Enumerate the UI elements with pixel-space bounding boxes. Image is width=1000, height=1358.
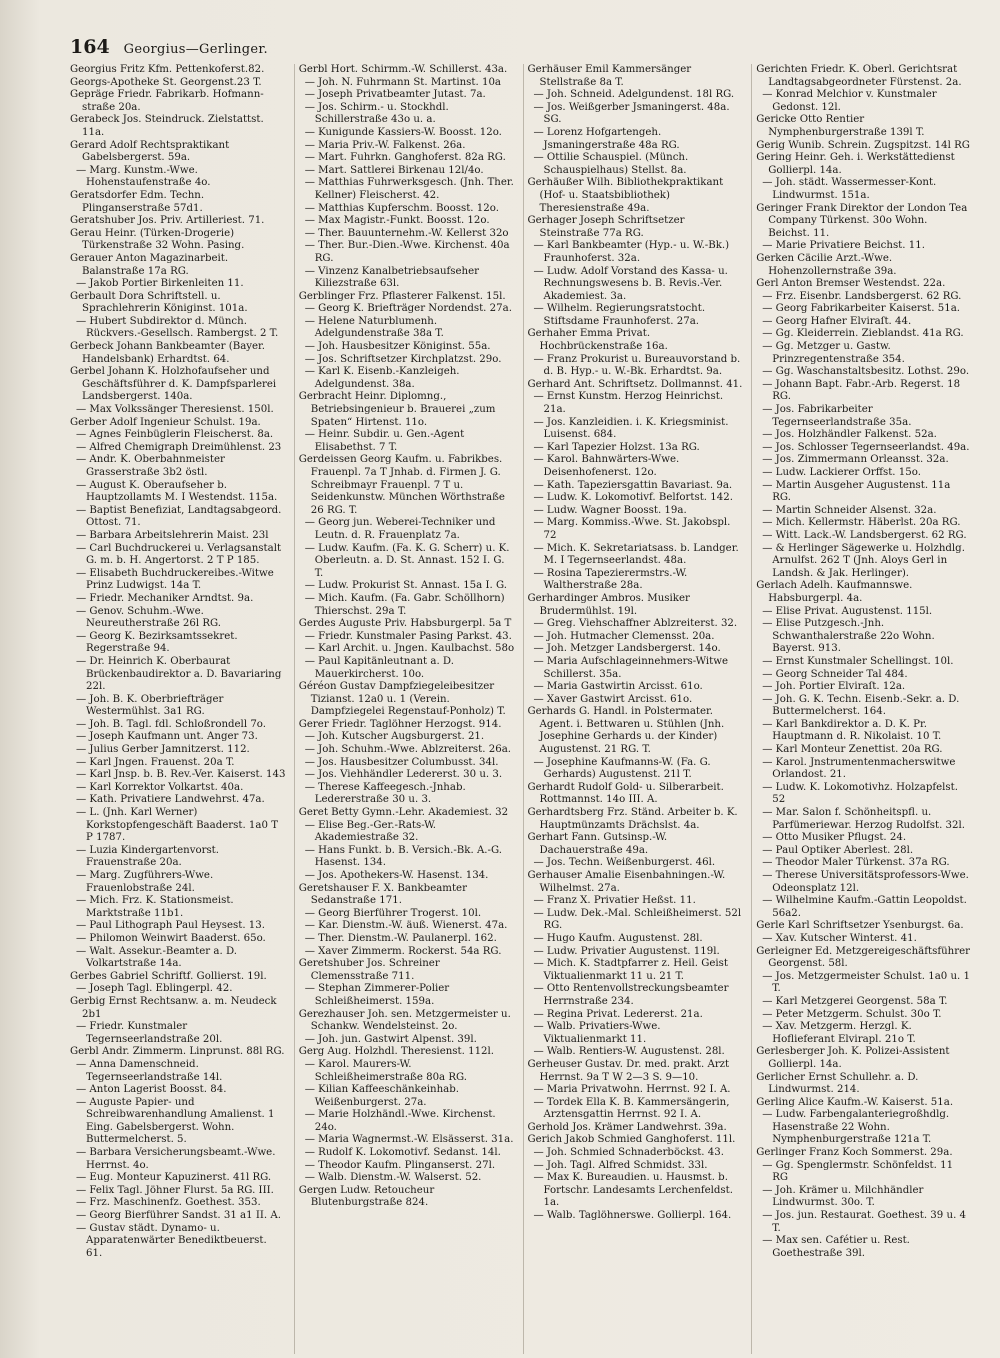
directory-entry: — Georg K. Bezirksamtssekret. Regerstraße 94. xyxy=(76,630,238,655)
directory-entry: Geratshuber Jos. Priv. Artilleriest. 71. xyxy=(70,215,265,227)
directory-entry: Gerdes Auguste Priv. Habsburgerpl. 5a T xyxy=(298,618,512,630)
directory-entry: — Heinr. Subdir. u. Gen.-Agent Elisabethst. 7 T. xyxy=(304,429,465,453)
directory-entry: — Joh. Schuhm.-Wwe. Ablzreiterst. 26a. xyxy=(304,744,512,756)
directory-entry: — Joseph Tagl. Eblingerpl. 42. xyxy=(76,983,233,995)
directory-entry: — Georg Bierführer Sandst. 31 a1 II. A. xyxy=(76,1210,281,1222)
directory-entry: — Barbara Versicherungsbeamt.-Wwe. Herrnst. 4o. xyxy=(76,1147,276,1171)
directory-entry: — Wilhelmine Kaufm.-Gattin Leopoldst. 56a2. xyxy=(762,895,967,919)
directory-entry: — Mar. Salon f. Schönheitspfl. u. Parfümeriewar. Herzog Rudolfst. 32l. xyxy=(762,807,966,831)
directory-entry: — Otto Rentenvollstreckungsbeamter Herrnstraße 234. xyxy=(533,983,729,1007)
directory-entry: Gerbes Gabriel Schriftf. Gollierst. 19l. xyxy=(70,970,267,982)
directory-entry: — Joh. Schneid. Adelgundenst. 18l RG. xyxy=(533,89,735,101)
directory-entry: — Karl Jngen. Frauenst. 20a T. xyxy=(76,756,235,768)
directory-entry: Gerhardinger Ambros. Musiker Brudermühlst. 19l. xyxy=(527,592,690,617)
directory-entry: — Karol. Bahnwärters-Wwe. Deisenhofenerst. 12o. xyxy=(533,454,680,478)
directory-entry: — Luzia Kindergartenvorst. Frauenstraße 20a. xyxy=(76,844,220,869)
directory-entry: — Ludw. Prokurist St. Annast. 15a I. G. xyxy=(304,580,507,592)
directory-entry: — Jos. Weißgerber Jsmaningerst. 48a. SG. xyxy=(533,101,730,126)
directory-entry: — Martin Ausgeher Augustenst. 11a RG. xyxy=(762,479,951,504)
column-1 xyxy=(70,64,286,1354)
directory-entry: — Therese Kaffeegesch.-Jnhab. Ledererstraße 30 u. 3. xyxy=(304,781,466,806)
directory-entry: — Gustav städt. Dynamo- u. Apparatenwärter Benediktbeuerst. 61. xyxy=(76,1222,267,1259)
directory-entry: — Joseph Kaufmann unt. Anger 73. xyxy=(76,731,258,743)
directory-entry: Gerlach Adelh. Kaufmannswe. Habsburgerpl. 4a. xyxy=(756,580,913,604)
directory-entry: — Tordek Ella K. B. Kammersängerin, Arztensgattin Herrnst. 92 I. A. xyxy=(533,1096,730,1121)
directory-entry: — Jos. Fabrikarbeiter Tegernseerlandstraße 35a. xyxy=(762,404,912,428)
directory-entry: Gerlesberger Joh. K. Polizei-Assistent Gollierpl. 14a. xyxy=(756,1046,950,1070)
directory-entry: — Jos. Hausbesitzer Columbusst. 34l. xyxy=(304,756,499,768)
directory-entry: — Walt. Assekur.-Beamter a. D. Volkartstraße 14a. xyxy=(76,945,237,970)
directory-entry: — Andr. K. Oberbahnmeister Grasserstraße 3b2 östl. xyxy=(76,454,225,478)
directory-entry: Gerle Karl Schriftsetzer Ysenburgst. 6a. xyxy=(756,920,964,932)
directory-entry: — Baptist Benefiziat, Landtagsabgeord. Ottost. 71. xyxy=(76,504,282,529)
directory-entry: — Georg Hafner Elviraſt. 44. xyxy=(762,315,912,327)
directory-entry: — Walb. Dienstm.-W. Walserst. 52. xyxy=(304,1172,482,1184)
directory-entry: Gerber Adolf Ingenieur Schulst. 19a. xyxy=(70,416,261,428)
directory-entry: — Martin Schneider Alsenst. 32a. xyxy=(762,504,937,516)
directory-entry: — Maria Gastwirtin Arcisst. 61o. xyxy=(533,681,703,693)
directory-entry: Gerhardtsberg Frz. Ständ. Arbeiter b. K. Hauptmünzamts Drächslst. 4a. xyxy=(527,807,738,831)
directory-entry: — Jakob Portier Birkenleiten 11. xyxy=(76,278,244,290)
directory-entry: — Joh. Tagl. Alfred Schmidst. 33l. xyxy=(533,1159,708,1171)
column-4 xyxy=(751,64,972,1354)
directory-entry: — Ernst Kunstmaler Schellingst. 10l. xyxy=(762,655,954,667)
directory-entry: — Lorenz Hofgartengeh. Jsmaningerstraße 48a RG. xyxy=(533,126,680,151)
directory-entry: — Marg. Zugführers-Wwe. Frauenlobstraße 24l. xyxy=(76,870,214,894)
directory-entry: — Joh. Hausbesitzer Königinst. 55a. xyxy=(304,341,491,353)
directory-entry: — Otto Musiker Pflugst. 24. xyxy=(762,832,907,844)
directory-entry: — Franz Prokurist u. Bureauvorstand b. d. B. Hyp.- u. W.-Bk. Erhardtst. 9a. xyxy=(533,353,741,378)
directory-entry: Gerbig Ernst Rechtsanw. a. m. Neudeck 2b1 xyxy=(70,995,277,1020)
directory-entry: Gerabeck Jos. Steindruck. Zielstattst. 11a. xyxy=(70,114,264,138)
directory-entry: — Karl K. Eisenb.-Kanzleigeh. Adelgundenst. 38a. xyxy=(304,366,460,390)
directory-entry: Gerhäuser Emil Kammersänger Stellstraße 8a T. xyxy=(527,64,692,88)
directory-entry: Gerheuser Gustav. Dr. med. prakt. Arzt Herrnst. 9a T W 2—3 S. 9—10. xyxy=(527,1058,730,1083)
directory-entry: Gepräge Friedr. Fabrikarb. Hofmann-straße 20a. xyxy=(70,89,264,113)
directory-entry: — Karl Metzgerei Georgenst. 58a T. xyxy=(762,995,948,1007)
directory-entry: — Max Volkssänger Theresienst. 150l. xyxy=(76,404,274,416)
page-number: 164 xyxy=(70,36,110,58)
directory-entry: Gerhards G. Handl. in Polstermater. Agent. i. Bettwaren u. Stühlen (Jnh. Josephine Gerhards u. der Kinder) Augustenst. 21 RG. T. xyxy=(527,706,725,756)
directory-entry: — Therese Universitätsprofessors-Wwe. Odeonsplatz 12l. xyxy=(762,870,969,894)
directory-entry: — Elise Beg.-Ger.-Rats-W. Akademiestraße 32. xyxy=(304,819,437,844)
directory-entry: — Joh. Krämer u. Milchhändler Lindwurmst. 30o. T. xyxy=(762,1184,924,1209)
directory-entry: Gerau Heinr. (Türken-Drogerie) Türkenstraße 32 Wohn. Pasing. xyxy=(70,227,245,252)
directory-entry: — Frz. Maschinenfz. Goethest. 353. xyxy=(76,1197,261,1209)
directory-entry: — Dr. Heinrich K. Oberbaurat Brückenbaudirektor a. D. Bavariaring 22l. xyxy=(76,655,282,693)
directory-entry: — Joh. B. K. Oberbriefträger Westermühlst. 3a1 RG. xyxy=(76,693,224,718)
directory-entry: — Marie Holzhändl.-Wwe. Kirchenst. 24o. xyxy=(304,1109,496,1133)
directory-entry: Gerhaher Emma Privat. Hochbrückenstraße 16a. xyxy=(527,328,668,353)
directory-entry: Gerbault Dora Schriftstell. u. Sprachlehrerin Königinst. 101a. xyxy=(70,290,248,315)
directory-entry: — Friedr. Kunstmaler Tegernseerlandstraße 20l. xyxy=(76,1021,223,1045)
directory-entry: — Gg. Waschanstaltsbesitz. Lothst. 29o. xyxy=(762,366,970,378)
directory-entry: — Xaver Gastwirt Arcisst. 61o. xyxy=(533,693,693,705)
directory-entry: Gerhauser Amalie Eisenbahningen.-W. Wilhelmst. 27a. xyxy=(527,870,726,894)
directory-entry: — Auguste Papier- und Schreibwarenhandlung Amalienst. 1 Eing. Gabelsbergerst. Wohn. Buttermelcherst. 5. xyxy=(76,1096,275,1146)
directory-entry: — Frz. Eisenbr. Landsbergerst. 62 RG. xyxy=(762,290,962,302)
directory-entry: — Ludw. K. Lokomotivhz. Holzapfelst. 52 xyxy=(762,781,958,806)
directory-entry: — Joh. Portier Elviraſt. 12a. xyxy=(762,681,906,693)
directory-entry: — Xav. Kutscher Winterst. 41. xyxy=(762,932,917,944)
directory-entry: — Marg. Kunstm.-Wwe. Hohenstaufenstraße 4o. xyxy=(76,164,211,189)
directory-entry: — Max Magistr.-Funkt. Boosst. 12o. xyxy=(304,215,490,227)
directory-entry: — Max sen. Cafétier u. Rest. Goethestraße 39l. xyxy=(762,1235,910,1259)
directory-entry: — Hubert Subdirektor d. Münch. Rückvers.-Gesellsch. Rambergst. 2 T. xyxy=(76,315,279,340)
directory-entry: — Wilhelm. Regierungsratstocht. Stiftsdame Fraunhoferst. 27a. xyxy=(533,303,706,327)
directory-entry: — L. (Jnh. Karl Werner) Korkstopfengeschäft Baaderst. 1a0 T P 1787. xyxy=(76,807,278,844)
directory-entry: Gerhart Fann. Gutsinsp.-W. Dachauerstraße 49a. xyxy=(527,832,668,856)
directory-entry: — Karl Bankbeamter (Hyp.- u. W.-Bk.) Fraunhoferst. 32a. xyxy=(533,240,730,264)
directory-entry: — Joh. Kutscher Augsburgerst. 21. xyxy=(304,731,485,743)
directory-entry: — Maria Priv.-W. Falkenst. 26a. xyxy=(304,139,466,151)
directory-entry: — Jos. Schlosser Tegernseerlandst. 49a. xyxy=(762,441,970,453)
directory-entry: — Paul Lithograph Paul Heysest. 13. xyxy=(76,920,266,932)
directory-entry: — Ludw. Adolf Vorstand des Kassa- u. Rechnungswesens b. B. Revis.-Ver. Akademiest. 3a. xyxy=(533,265,728,302)
directory-entry: — Mich. Kaufm. (Fa. Gabr. Schöllhorn) Thierschst. 29a T. xyxy=(304,592,505,617)
directory-entry: — Ludw. K. Lokomotivf. Belfortst. 142. xyxy=(533,492,733,504)
directory-entry: — Karl Archit. u. Jngen. Kaulbachst. 58o xyxy=(304,643,515,655)
directory-entry: — Gg. Kleiderrein. Zieblandst. 41a RG. xyxy=(762,328,964,340)
directory-entry: Gerhager Joseph Schriftsetzer Steinstraße 77a RG. xyxy=(527,215,685,239)
directory-entry: — Rudolf K. Lokomotivf. Sedanst. 14l. xyxy=(304,1147,501,1159)
directory-entry: Gerlinger Franz Koch Sommerst. 29a. xyxy=(756,1147,953,1159)
directory-entry: — Felix Tagl. Jöhner Flurst. 5a RG. III. xyxy=(76,1184,274,1196)
directory-entry: — Max K. Bureaudien. u. Hausmst. b. Fortschr. Landesamts Lerchenfeldst. 1a. xyxy=(533,1172,733,1209)
columns-container xyxy=(70,64,972,1354)
directory-entry: — Walb. Taglöhnerswe. Gollierpl. 164. xyxy=(533,1210,732,1222)
directory-entry: Gerhold Jos. Krämer Landwehrst. 39a. xyxy=(527,1121,727,1133)
page-header xyxy=(70,36,972,58)
directory-entry: — Joseph Privatbeamter Jutast. 7a. xyxy=(304,89,486,101)
directory-entry: Georgius Fritz Kfm. Pettenkoferst.82. xyxy=(70,64,265,75)
directory-entry: — Anna Damenschneid. Tegernseerlandstraße 14l. xyxy=(76,1058,223,1083)
directory-entry: Gerdeissen Georg Kaufm. u. Fabrikbes. Frauenpl. 7a T Jnhab. d. Firmen J. G. Schreibmayr Frauenpl. 7 T u. Seidenkunstw. München Wörthstraße 26 RG. T. xyxy=(298,454,505,516)
directory-entry: — Joh. Hutmacher Clemensst. 20a. xyxy=(533,630,715,642)
directory-entry: Geratsdorfer Edm. Techn. Plinganserstraße 57d1. xyxy=(70,189,205,214)
directory-entry: Géréon Gustav Dampfziegeleibesitzer Tizianst. 12a0 u. 1 (Verein. Dampfziegelei Regenstauf-Ponholz) T. xyxy=(298,681,506,718)
directory-entry: — Hugo Kaufm. Augustenst. 28l. xyxy=(533,932,703,944)
directory-entry: Gerbel Johann K. Holzhofaufseher und Geschäftsführer d. K. Dampfsparlerei Landsbergerst. 140a. xyxy=(70,366,277,403)
directory-entry: — Marg. Kommiss.-Wwe. St. Jakobspl. 72 xyxy=(533,517,731,541)
directory-entry: — Jos. Holzhändler Falkenst. 52a. xyxy=(762,429,937,441)
directory-entry: — Theodor Maler Türkenst. 37a RG. xyxy=(762,857,950,869)
directory-entry: — Gg. Metzger u. Gastw. Prinzregentenstraße 354. xyxy=(762,341,905,365)
directory-entry: — Paul Kapitänleutnant a. D. Mauerkircherst. 10o. xyxy=(304,655,454,680)
directory-entry: Geretshauser F. X. Bankbeamter Sedanstraße 171. xyxy=(298,882,467,907)
directory-entry: — Joh. N. Fuhrmann St. Martinst. 10a xyxy=(304,76,501,88)
directory-entry: — Ther. Bur.-Dien.-Wwe. Kirchenst. 40a RG. xyxy=(304,240,510,264)
directory-entry: — Walb. Privatiers-Wwe. Viktualienmarkt 11. xyxy=(533,1021,661,1045)
directory-entry: — Georg Fabrikarbeiter Kaiserst. 51a. xyxy=(762,303,961,315)
directory-entry: — Mart. Fuhrkn. Ganghoferst. 82a RG. xyxy=(304,152,506,164)
directory-entry: — Rosina Tapezierermstrs.-W. Waltherstraße 28a. xyxy=(533,567,688,592)
directory-entry: — Georg jun. Weberei-Techniker und Leutn. d. R. Frauenplatz 7a. xyxy=(304,517,496,541)
directory-entry: — Jos. Schirm.- u. Stockhdl. Schillerstraße 43o u. a. xyxy=(304,101,449,126)
directory-entry: — Josephine Kaufmanns-W. (Fa. G. Gerhards) Augustenst. 21l T. xyxy=(533,756,711,781)
directory-entry: Gericke Otto Rentier Nymphenburgerstraße 139l T. xyxy=(756,114,925,138)
directory-entry: — & Herlinger Sägewerke u. Holzhdlg. Arnulfst. 262 T (Jnh. Aloys Gerl in Landsh. & Jak. Herlinger). xyxy=(762,542,965,579)
directory-entry: Gerbracht Heinr. Diplomng., Betriebsingenieur b. Brauerei „zum Spaten“ Hirtenst. 11o. xyxy=(298,391,496,428)
directory-entry: — Franz X. Privatier Heßst. 11. xyxy=(533,895,696,907)
directory-entry: Gerleigner Ed. Metzgereigeschäftsführer Georgenst. 58l. xyxy=(756,945,970,970)
directory-entry: — Mich. K. Sekretariatsass. b. Landger. M. I Tegernseerlandst. 48a. xyxy=(533,542,739,567)
directory-entry: — Peter Metzgerm. Schulst. 30o T. xyxy=(762,1008,942,1020)
directory-entry: Gerlicher Ernst Schullehr. a. D. Lindwurmst. 214. xyxy=(756,1071,919,1096)
directory-entry: Gerling Alice Kaufm.-W. Kaiserst. 51a. xyxy=(756,1096,954,1108)
directory-entry: — Elise Putzgesch.-Jnh. Schwanthalerstraße 22o Wohn. Bayerst. 913. xyxy=(762,618,935,655)
directory-entry: Gerg Aug. Holzhdl. Theresienst. 112l. xyxy=(298,1046,495,1058)
directory-entry: — Greg. Viehschaffner Ablzreiterst. 32. xyxy=(533,618,738,630)
directory-entry: Gerken Cäcilie Arzt.-Wwe. Hohenzollernstraße 39a. xyxy=(756,252,897,277)
directory-entry: — Xaver Zimmerm. Rockerst. 54a RG. xyxy=(304,945,502,957)
directory-entry: — Karl Monteur Zenettist. 20a RG. xyxy=(762,744,943,756)
directory-entry: Gerblinger Frz. Pflasterer Falkenst. 15l. xyxy=(298,290,506,302)
directory-entry: — Georg Schneider Tal 484. xyxy=(762,668,908,680)
directory-entry: — Joh. Metzger Landsbergerst. 14o. xyxy=(533,643,721,655)
column-3 xyxy=(523,64,744,1354)
directory-entry: — Karol. Jnstrumentenmacherswitwe Orlandost. 21. xyxy=(762,756,956,781)
directory-entry: — Karl Bankdirektor a. D. K. Pr. Hauptmann d. R. Nikolaist. 10 T. xyxy=(762,718,942,743)
directory-entry: — Gg. Spenglermstr. Schönfeldst. 11 RG xyxy=(762,1159,954,1184)
directory-entry: — Friedr. Kunstmaler Pasing Parkst. 43. xyxy=(304,630,512,642)
directory-entry: — Theodor Kaufm. Plinganserst. 27l. xyxy=(304,1159,496,1171)
directory-entry: — Elisabeth Buchdruckereibes.-Witwe Prinz Ludwigst. 14a T. xyxy=(76,567,274,592)
directory-entry: — Matthias Kupferschm. Boosst. 12o. xyxy=(304,202,499,214)
directory-entry: — Anton Lagerist Boosst. 84. xyxy=(76,1084,227,1096)
directory-entry: — Ther. Bauunternehm.-W. Kellerst 32o xyxy=(304,227,509,239)
directory-entry: — Hans Funkt. b. B. Versich.-Bk. A.-G. Hasenst. 134. xyxy=(304,844,502,869)
directory-entry: — Philomon Weinwirt Baaderst. 65o. xyxy=(76,932,266,944)
directory-entry: — Maria Privatwohn. Herrnst. 92 I. A. xyxy=(533,1084,731,1096)
directory-entry: — Matthias Fuhrwerksgesch. (Jnh. Ther. Kellner) Fleischerst. 42. xyxy=(304,177,514,201)
directory-entry: — Jos. Techn. Weißenburgerst. 46l. xyxy=(533,857,716,869)
directory-entry: Gerig Wunib. Schrein. Zugspitzst. 14l RG xyxy=(756,139,970,151)
directory-entry: — Mich. Kellermstr. Häberlst. 20a RG. xyxy=(762,517,961,529)
directory-entry: — Ludw. Farbengalanteriegroßhdlg. Hasenstraße 22 Wohn. Nymphenburgerstraße 121a T. xyxy=(762,1109,950,1146)
directory-entry: — Ther. Dienstm.-W. Paulanerpl. 162. xyxy=(304,932,497,944)
directory-entry: Gergen Ludw. Retoucheur Blutenburgstraße 824. xyxy=(298,1184,435,1209)
directory-entry: Gerezhauser Joh. sen. Metzgermeister u. Schankw. Wendelsteinst. 2o. xyxy=(298,1008,511,1033)
directory-entry: — Georg K. Briefträger Nordendst. 27a. xyxy=(304,303,512,315)
directory-entry: — Mich. K. Stadtpfarrer z. Heil. Geist Viktualienmarkt 11 u. 21 T. xyxy=(533,958,728,982)
directory-entry: — Ottilie Schauspiel. (Münch. Schauspielhaus) Stellst. 8a. xyxy=(533,152,689,176)
directory-entry: — Mart. Sattlerei Birkenau 12l/4o. xyxy=(304,164,484,176)
directory-entry: Gerl Anton Bremser Westendst. 22a. xyxy=(756,278,946,290)
directory-entry: Geretshuber Jos. Schreiner Clemensstraße 711. xyxy=(298,958,440,982)
directory-entry: — Helene Naturblumenh. Adelgundenstraße 38a T. xyxy=(304,315,444,340)
directory-entry: — Ernst Kunstm. Herzog Heinrichst. 21a. xyxy=(533,391,724,416)
directory-entry: — Paul Optiker Aberlest. 28l. xyxy=(762,844,914,856)
directory-entry: — August K. Oberaufseher b. Hauptzollamts M. I Westendst. 115a. xyxy=(76,479,278,504)
directory-entry: — Eug. Monteur Kapuzinerst. 41l RG. xyxy=(76,1172,272,1184)
directory-entry: — Jos. Kanzleidien. i. K. Kriegsminist. Luisenst. 684. xyxy=(533,416,729,441)
directory-entry: — Joh. Schmied Schnaderböckst. 43. xyxy=(533,1147,724,1159)
directory-entry: — Konrad Melchior v. Kunstmaler Gedonst. 12l. xyxy=(762,89,937,113)
directory-entry: Gerard Adolf Rechtspraktikant Gabelsbergerst. 59a. xyxy=(70,139,230,164)
directory-entry: — Kunigunde Kassiers-W. Boosst. 12o. xyxy=(304,126,502,138)
directory-entry: — Karl Korrektor Volkartst. 40a. xyxy=(76,781,244,793)
directory-entry: — Regina Privat. Ledererst. 21a. xyxy=(533,1008,703,1020)
running-title: Georgius—Gerlinger. xyxy=(123,42,268,57)
directory-entry: — Ludw. Privatier Augustenst. 119l. xyxy=(533,945,720,957)
directory-entry: Gerich Jakob Schmied Ganghoferst. 11l. xyxy=(527,1134,736,1146)
directory-entry: Gerer Friedr. Taglöhner Herzogst. 914. xyxy=(298,718,502,730)
directory-entry: — Karl Tapezier Holzst. 13a RG. xyxy=(533,441,700,453)
directory-entry: — Joh. städt. Wassermesser-Kont. Lindwurmst. 151a. xyxy=(762,177,937,201)
directory-entry: — Jos. jun. Restaurat. Goethest. 39 u. 4 T. xyxy=(762,1210,967,1234)
directory-entry: — Joh. B. Tagl. fdl. Schloßrondell 7o. xyxy=(76,718,266,730)
directory-entry: — Karl Jnsp. b. B. Rev.-Ver. Kaiserst. 143 xyxy=(76,769,286,781)
directory-entry: Gerbl Andr. Zimmerm. Linprunst. 88l RG. xyxy=(70,1046,285,1058)
directory-entry: — Barbara Arbeitslehrerin Maist. 23l xyxy=(76,529,269,541)
directory-entry: Gerbl Hort. Schirmm.-W. Schillerst. 43a. xyxy=(298,64,508,75)
directory-entry: — Maria Wagnermst.-W. Elsässerst. 31a. xyxy=(304,1134,514,1146)
directory-entry: Gerbeck Johann Bankbeamter (Bayer. Handelsbank) Erhardtst. 64. xyxy=(70,341,266,365)
directory-entry: — Friedr. Mechaniker Arndtst. 9a. xyxy=(76,592,254,604)
directory-entry: Gering Heinr. Geh. i. Werkstättedienst Gollierpl. 14a. xyxy=(756,152,955,176)
directory-entry: Gerichten Friedr. K. Oberl. Gerichtsrat Landtagsabgeordneter Fürstenst. 2a. xyxy=(756,64,962,88)
directory-entry: — Jos. Metzgermeister Schulst. 1a0 u. 1 T. xyxy=(762,970,971,995)
directory-entry: — Johann Bapt. Fabr.-Arb. Regerst. 18 RG. xyxy=(762,378,961,403)
directory-entry: — Kath. Tapeziersgattin Bavariast. 9a. xyxy=(533,479,733,491)
directory-entry: Geret Betty Gymn.-Lehr. Akademiest. 32 xyxy=(298,807,509,819)
directory-entry: — Elise Privat. Augustenst. 115l. xyxy=(762,605,933,617)
directory-entry: — Jos. Zimmermann Orleansst. 32a. xyxy=(762,454,949,466)
directory-entry: — Ludw. Lackierer Orffst. 15o. xyxy=(762,467,921,478)
directory-entry: — Ludw. Wagner Boosst. 19a. xyxy=(533,504,687,516)
directory-entry: Georgs-Apotheke St. Georgenst.23 T. xyxy=(70,76,262,88)
directory-entry: — Jos. Apothekers-W. Hasenst. 134. xyxy=(304,870,489,881)
directory-entry: — Marie Privatiere Beichst. 11. xyxy=(762,240,925,252)
directory-entry: — Karol. Maurers-W. Schleißheimerstraße 80a RG. xyxy=(304,1058,468,1083)
column-2 xyxy=(294,64,515,1354)
directory-entry: — Kar. Dienstm.-W. äuß. Wienerst. 47a. xyxy=(304,920,508,932)
directory-entry: — Kilian Kaffeeschänkeinhab. Weißenburgerst. 27a. xyxy=(304,1084,459,1108)
directory-entry: — Ludw. Kaufm. (Fa. K. G. Scherr) u. K. Oberleutn. a. D. St. Annast. 152 I. G. T. xyxy=(304,542,510,579)
directory-entry: — Jos. Viehhändler Ledererst. 30 u. 3. xyxy=(304,769,503,781)
directory-entry: Gerhäußer Wilh. Bibliothekpraktikant (Hof- u. Staatsbibliothek) Theresienstraße 49a. xyxy=(527,177,724,214)
directory-entry: — Vinzenz Kanalbetriebsaufseher Kiliezstraße 63l. xyxy=(304,265,479,290)
directory-entry: — Mich. Frz. K. Stationsmeist. Marktstraße 11b1. xyxy=(76,895,234,919)
directory-entry: — Witt. Lack.-W. Landsbergerst. 62 RG. xyxy=(762,529,967,541)
directory-entry: — Walb. Rentiers-W. Augustenst. 28l. xyxy=(533,1046,725,1058)
directory-entry: — Jos. Schriftsetzer Kirchplatzst. 29o. xyxy=(304,353,502,365)
directory-entry: — Joh. G. K. Techn. Eisenb.-Sekr. a. D. Buttermelcherst. 164. xyxy=(762,693,960,718)
directory-entry: Gerauer Anton Magazinarbeit. Balanstraße 17a RG. xyxy=(70,252,229,277)
directory-entry: — Georg Bierführer Trogerst. 10l. xyxy=(304,907,482,919)
directory-entry: — Genov. Schuhm.-Wwe. Neureutherstraße 26l RG. xyxy=(76,605,221,630)
directory-entry: — Ludw. Dek.-Mal. Schleißheimerst. 52l RG. xyxy=(533,907,742,932)
directory-entry: Gerhardt Rudolf Gold- u. Silberarbeit. Rottmannst. 14o III. A. xyxy=(527,781,724,806)
directory-entry: — Maria Aufschlageinnehmers-Witwe Schillerst. 35a. xyxy=(533,655,728,680)
directory-entry: — Xav. Metzgerm. Herzgl. K. Hoflieferant Elvirapl. 21o T. xyxy=(762,1021,916,1045)
directory-entry: — Kath. Privatiere Landwehrst. 47a. xyxy=(76,794,265,806)
directory-entry: — Carl Buchdruckerei u. Verlagsanstalt G. m. b. H. Angertorst. 2 T P 185. xyxy=(76,542,282,567)
directory-entry: — Alfred Chemigraph Dreimühlenst. 23 xyxy=(76,441,282,453)
directory-entry: — Julius Gerber Jamnitzerst. 112. xyxy=(76,744,250,756)
directory-entry: — Agnes Feinbüglerin Fleischerst. 8a. xyxy=(76,429,274,441)
directory-entry: — Joh. jun. Gastwirt Alpenst. 39l. xyxy=(304,1033,477,1045)
directory-entry: Geringer Frank Direktor der London Tea Company Türkenst. 30o Wohn. Beichst. 11. xyxy=(756,202,968,239)
directory-entry: — Stephan Zimmerer-Polier Schleißheimerst. 159a. xyxy=(304,983,450,1007)
directory-entry: Gerhard Ant. Schriftsetz. Dollmannst. 41. xyxy=(527,378,743,390)
